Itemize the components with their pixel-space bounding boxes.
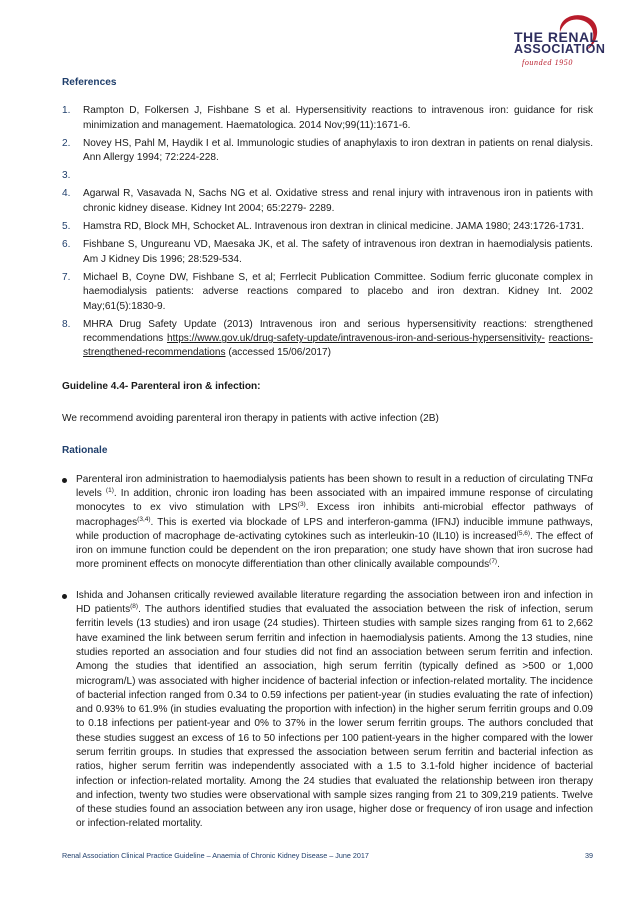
citation: (3) (297, 501, 306, 509)
guideline-statement: We recommend avoiding parenteral iron therapy in patients with active infection (2B) (62, 413, 439, 425)
rationale-heading: Rationale (62, 445, 108, 457)
reference-link-continued[interactable]: reactions-strengthened-recommendations (83, 333, 593, 359)
reference-number: 2. (62, 137, 71, 149)
reference-number: 1. (62, 105, 71, 117)
reference-item (62, 238, 593, 267)
reference-accessed: (accessed 15/06/2017) (228, 347, 332, 359)
page-footer (62, 851, 593, 860)
bullet-icon (62, 478, 67, 483)
logo-founded: founded 1950 (522, 58, 573, 67)
reference-number: 6. (62, 239, 71, 251)
rationale-paragraph-1: Parenteral iron administration to haemodialysis patients has been shown to result in a reduction of circulating TNFα levels $^{(1)}$. In addition, chronic iron loading has been associated with an impaired immune response of circulating monocytes to ex vivo stimulation with LPS$^{(3)}$. Excess iron inhibits anti-microbial effector pathways of macrophages$^{(3,4)}$. This is exerted via blockade of LPS and interferon-gamma (IFNJ) inducible immune pathways, while production of macrophage de-activating cytokines such as interleukin-10 (IL10) is increased$^{(5,6)}$. The effect of iron on immune function could be dependent on the iron preparation; one study have shown that iron sucrose had more prominent effects on monocyte differentiation than other clinically available compounds$^{(7)}$. (62, 473, 593, 573)
reference-number: 5. (62, 221, 71, 233)
guideline-heading: Guideline 4.4- Parenteral iron & infection: (62, 380, 261, 392)
reference-list (62, 104, 593, 360)
citation: (8) (130, 603, 139, 611)
reference-item (62, 169, 593, 183)
citation: (1) (105, 486, 114, 494)
reference-text: Agarwal R, Vasavada N, Sachs NG et al. Oxidative stress and renal injury with intravenous iron in patients with chronic kidney disease. Kidney Int 2004; 65:2279- 2289. (83, 188, 593, 214)
rationale-paragraph-2: Ishida and Johansen critically reviewed available literature regarding the association between iron and infection in HD patients$^{(8)}$. The authors identified studies that evaluated the association between the risk of infection, serum ferritin levels (13 studies) and iron usage (24 studies). Thirteen studies with sample sizes ranging from 61 to 2,662 have examined the link between serum ferritin and infection in haemodialysis patients. Among the 13 studies, nine studies reported an association and four studies did not find an association between serum ferritin and infection. Among the studies that identified an association, high serum ferritin (typically defined as >500 or 1,000 microgram/L) was associated with higher incidence of bacterial infection or infection-related mortality. The incidence of bacterial infection ranged from 0.34 to 0.59 infections per patient-year (in studies evaluating the rate of infection) and 0.93% to 61.9% (in studies evaluating the proportion with infection) in the higher serum ferritin groups and 0.09 to 0.18 infections per patient-year and 0% to 37% in the lower serum ferritin groups. The authors concluded that these studies suggest an excess of 16 to 50 infections per 100 patient-years in the higher compared with the lower serum ferritin groups. In studies that expressed the association between serum ferritin and bacterial infection as ratios, higher serum ferritin was independently associated with a 1.5 to 3.1-fold higher incidence of bacterial infection or infection-related mortality. Among the 24 studies that evaluated the relationship between iron therapy and infection, twenty two studies were observational with sample sizes ranging from 21 to 309,219 patients. Twelve of these studies found an association between any iron usage, higher dose or frequency of iron usage and infection or infection-related mortality. (62, 589, 593, 832)
reference-number: 4. (62, 188, 71, 200)
reference-item (62, 187, 593, 216)
footer-text: Renal Association Clinical Practice Guideline – Anaemia of Chronic Kidney Disease – June 2017 (62, 851, 369, 860)
citation: (5,6) (516, 529, 531, 537)
main-content (62, 76, 593, 832)
reference-text: Fishbane S, Ungureanu VD, Maesaka JK, et al. The safety of intravenous iron dextran in haemodialysis patients. Am J Kidney Dis 1996; 28:529-534. (83, 239, 593, 265)
page-number: 39 (585, 851, 593, 860)
reference-text: Rampton D, Folkersen J, Fishbane S et al. Hypersensitivity reactions to intravenous iron: guidance for risk minimization and management. Haematologica. 2014 Nov;99(11):1671-6. (83, 105, 593, 131)
citation: (7) (489, 558, 498, 566)
references-heading: References (62, 77, 117, 88)
reference-item (62, 137, 593, 166)
reference-number: 7. (62, 271, 71, 283)
reference-text: Hamstra RD, Block MH, Schocket AL. Intravenous iron dextran in clinical medicine. JAMA 1980; 243:1726-1731. (83, 221, 585, 233)
reference-item (62, 104, 593, 133)
rationale-list (62, 473, 593, 832)
bullet-icon (62, 594, 67, 599)
citation: (3,4) (137, 515, 151, 523)
reference-item (62, 318, 593, 361)
renal-association-logo (500, 12, 606, 70)
reference-number: 8. (62, 318, 71, 330)
reference-item (62, 220, 593, 234)
reference-item (62, 271, 593, 314)
reference-text: MHRA Drug Safety Update (2013) Intravenous iron and serious hypersensitivity reactions: strengthened recommendations (83, 318, 593, 345)
reference-link[interactable]: https://www.gov.uk/drug-safety-update/intravenous-iron-and-serious-hypersensitivity- (166, 333, 545, 345)
reference-number: 3. (62, 170, 71, 182)
reference-text: Michael B, Coyne DW, Fishbane S, et al; Ferrlecit Publication Committee. Sodium ferric gluconate complex in haemodialysis patients: adverse reactions compared to placebo and iron dextran. Kidney Int. 2002 May;61(5):1830-9. (83, 271, 593, 312)
logo-line-2: ASSOCIATION (514, 42, 606, 56)
reference-text: Novey HS, Pahl M, Haydik I et al. Immunologic studies of anaphylaxis to iron dextran in patients on renal dialysis. Ann Allergy 1994; 72:224-228. (83, 137, 593, 164)
logo-line-1: THE RENAL (514, 29, 599, 45)
